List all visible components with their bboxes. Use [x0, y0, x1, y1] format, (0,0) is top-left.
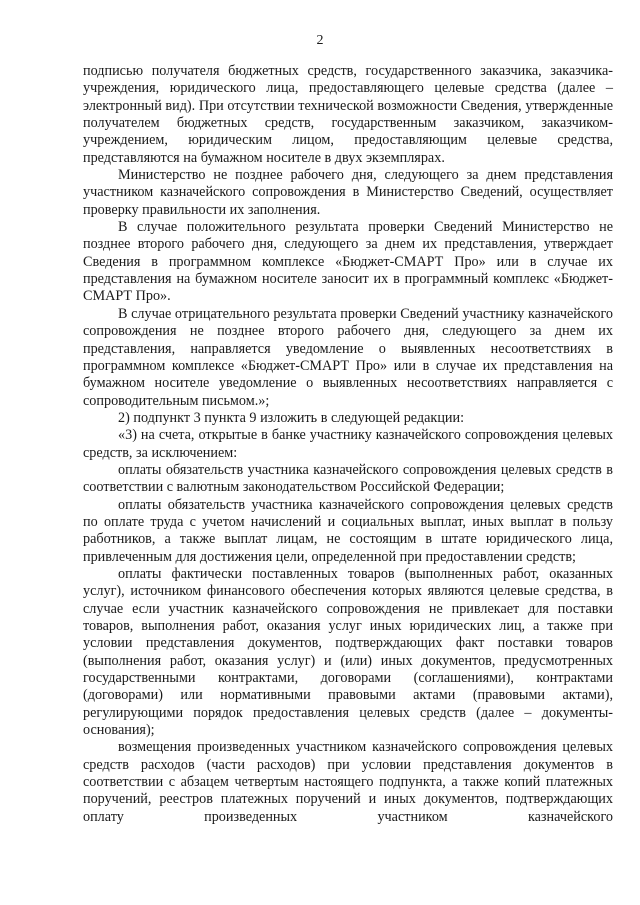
paragraph-electronic-form: подписью получателя бюджетных средств, государственного заказчика, заказчика-учреждения, юридического лица, предоставляющего целевые средства (далее – электронный вид). При отсутствии технической возможности Сведения, утвержденные получателем бюджетных средств, государственным заказчиком, заказчиком-учреждением, юридическим лицом, предоставляющим целевые средства, представляются на бумажном носителе в двух экземплярах.: [83, 63, 613, 166]
page-number: 2: [316, 33, 324, 48]
paragraph-subclause-2: 2) подпункт 3 пункта 9 изложить в следующей редакции:: [118, 409, 465, 426]
document-body: [83, 63, 613, 826]
paragraph-reimbursement-exception: возмещения произведенных участником казначейского сопровождения целевых средств расходов (части расходов) при условии представления документов в соответствии с абзацем четвертым настоящего подпункта, а также копий платежных поручений, реестров платежных поручений и иных документов, подтверждающих оплату произведенных участником казначейского: [83, 739, 613, 825]
paragraph-payroll-exception: оплаты обязательств участника казначейского сопровождения целевых средств по оплате труда с учетом начислений и социальных выплат, иных выплат в пользу работников, а также выплат лицам, не состоящим в штате юридического лица, привлеченным для достижения цели, определенной при предоставлении средств;: [83, 496, 613, 565]
paragraph-negative-result: В случае отрицательного результата проверки Сведений участнику казначейского сопровождения не позднее второго рабочего дня, следующего за днем их представления, направляется уведомление о выявленных несоответствиях в программном комплексе «Бюджет-СМАРТ Про» или в случае их представления на бумажном носителе уведомление о выявленных несоответствиях направляется с сопроводительным письмом.»;: [83, 305, 613, 409]
paragraph-positive-result: В случае положительного результата проверки Сведений Министерство не позднее второго рабочего дня, следующего за днем их представления, утверждает Сведения в программном комплексе «Бюджет-СМАРТ Про» или в случае их представления на бумажном носителе заносит их в программный комплекс «Бюджет-СМАРТ Про».: [83, 219, 613, 305]
paragraph-subclause-3: «3) на счета, открытые в банке участнику казначейского сопровождения целевых средств, за исключением:: [83, 427, 613, 461]
paragraph-goods-exception: оплаты фактически поставленных товаров (выполненных работ, оказанных услуг), источником финансового обеспечения которых являются целевые средства, в случае если участник казначейского сопровождения не привлекает для поставки товаров, выполнения работ, оказания услуг иных юридических лиц, а также при условии представления документов, подтверждающих факт поставки товаров (выполнения работ, оказания услуг) и (или) иных документов, предусмотренных государственными контрактами, договорами (соглашениями), контрактами (договорами) или нормативными правовыми актами (правовыми актами), регулирующими порядок предоставления целевых средств (далее – документы-основания);: [83, 565, 613, 739]
paragraph-ministry-check: Министерство не позднее рабочего дня, следующего за днем представления участником казначейского сопровождения в Министерство Сведений, осуществляет проверку правильности их заполнения.: [83, 167, 613, 218]
paragraph-currency-exception: оплаты обязательств участника казначейского сопровождения целевых средств в соответствии с валютным законодательством Российской Федерации;: [83, 461, 613, 496]
